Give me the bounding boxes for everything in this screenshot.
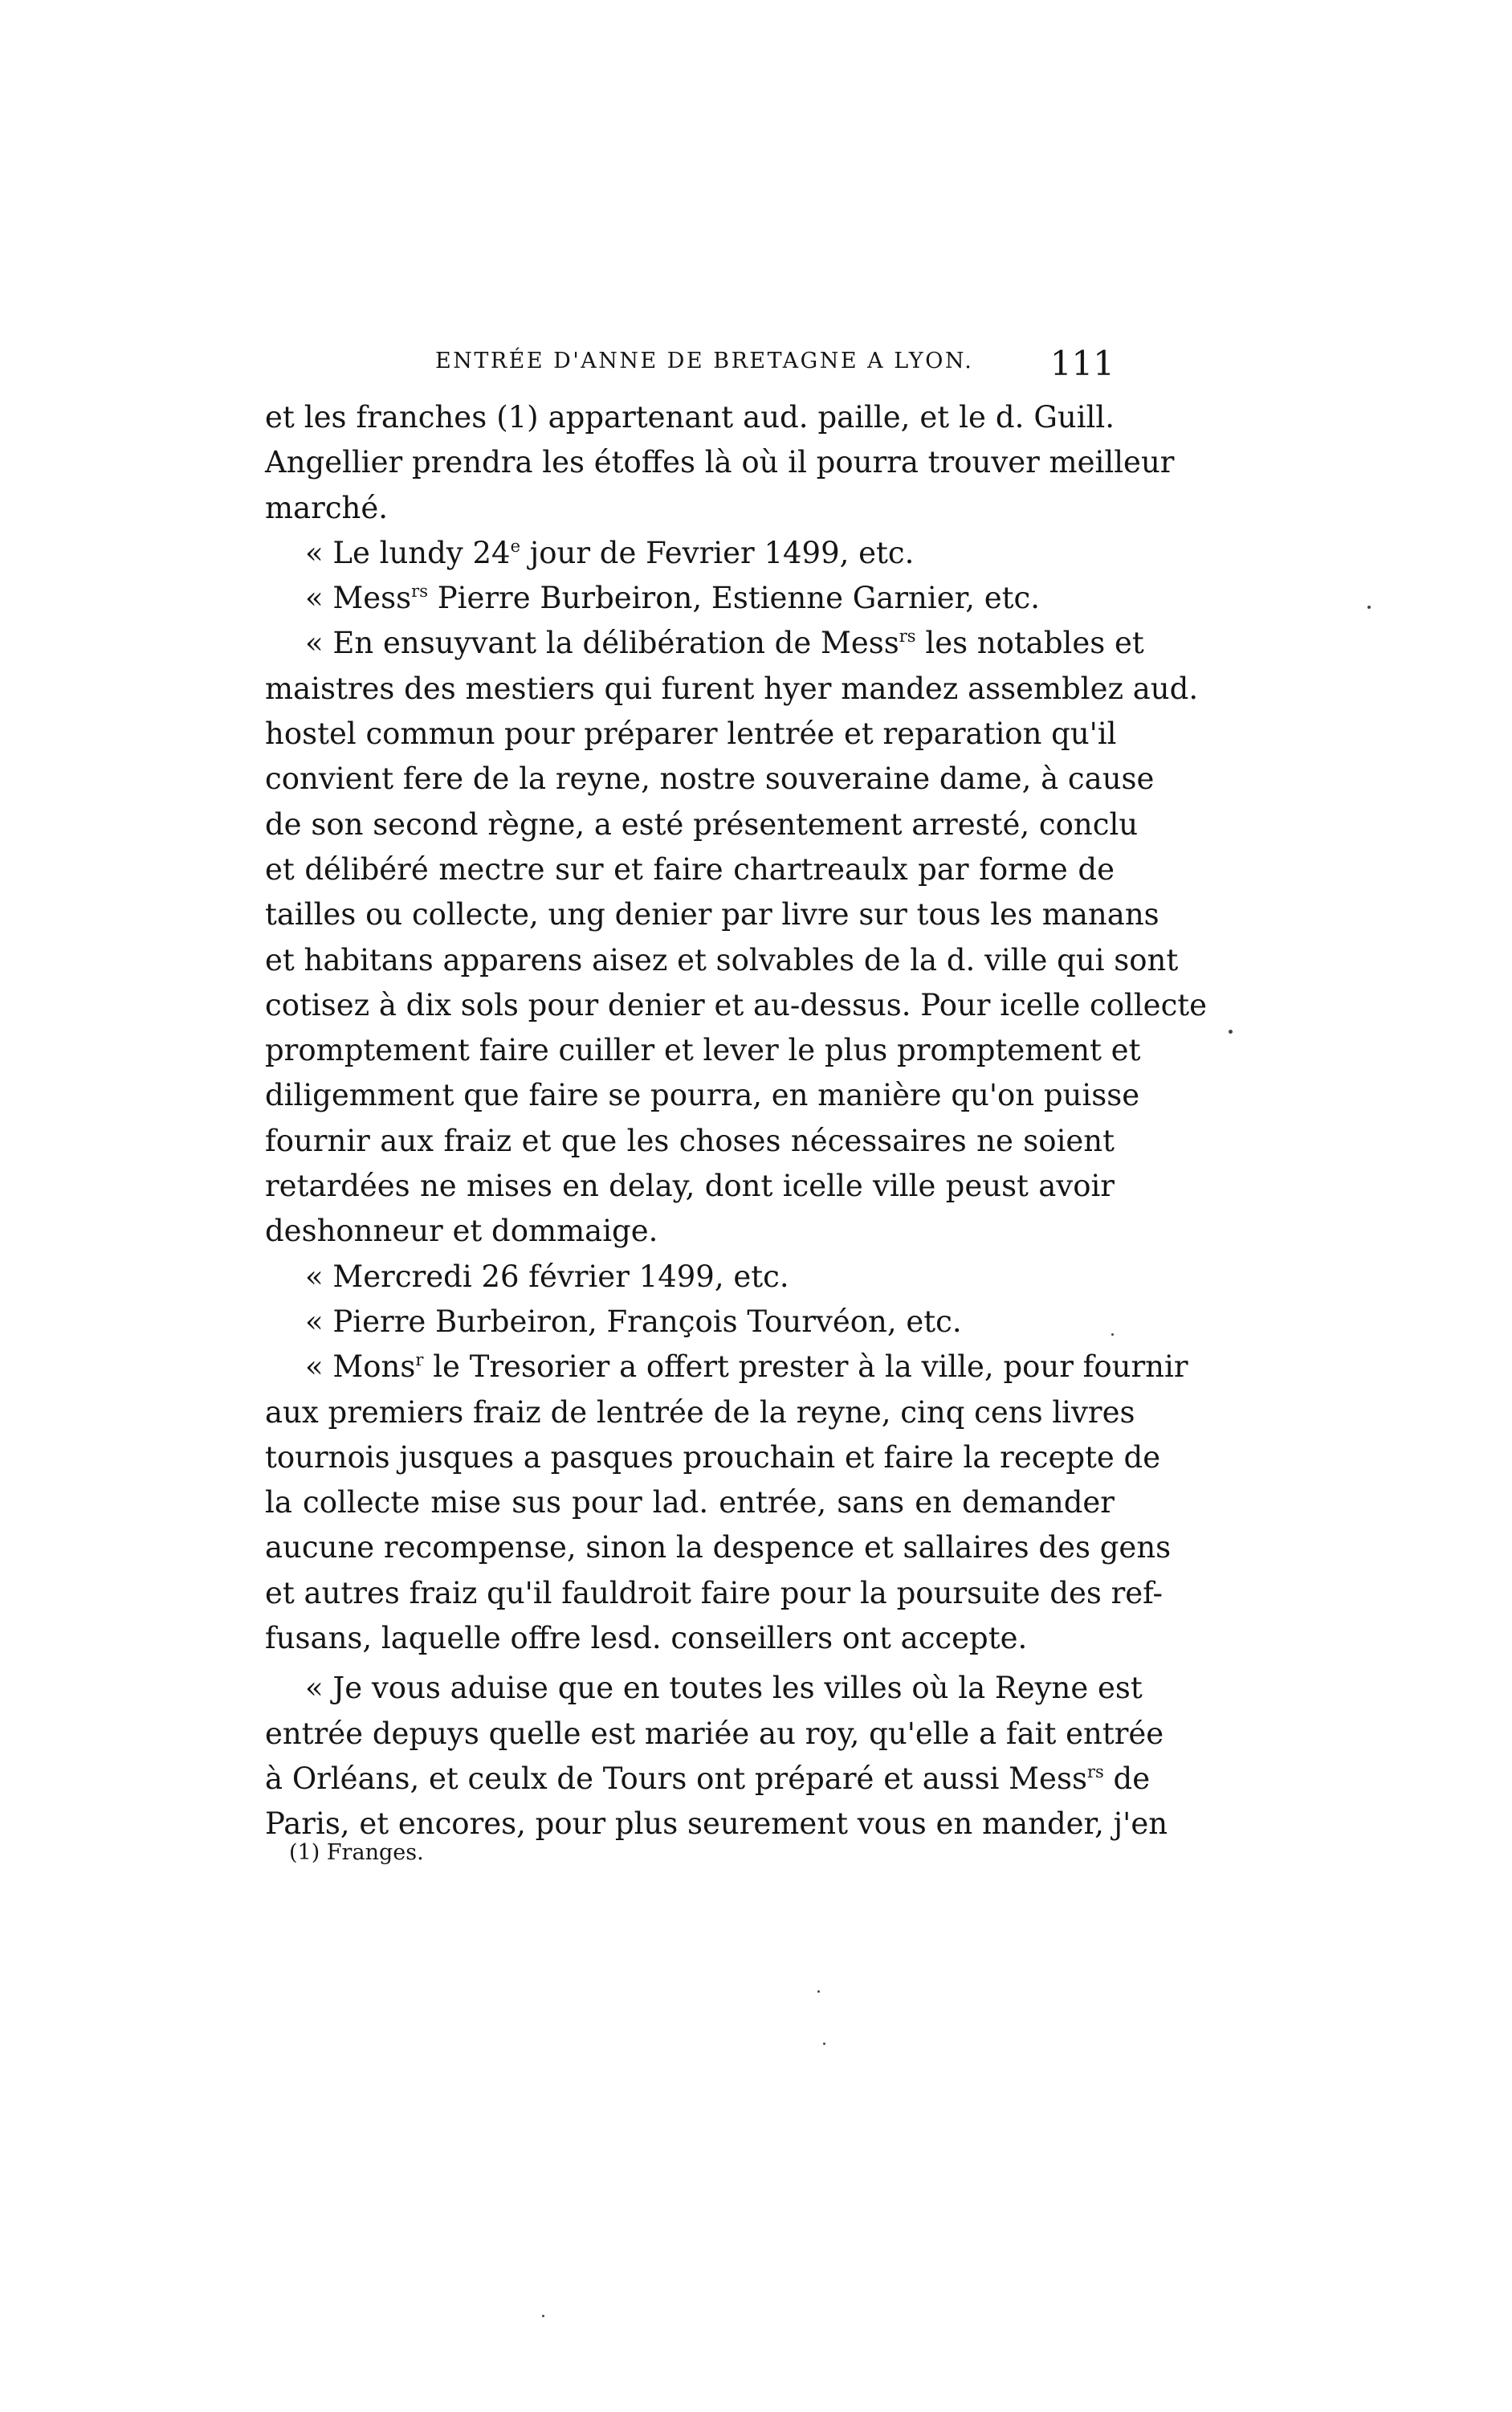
scan-speck xyxy=(1367,606,1371,609)
text-line: et autres fraiz qu'il fauldroit faire pour la poursuite des ref- xyxy=(265,1575,1164,1610)
text-line: « Mons$^r$ le Tresorier a offert prester à la ville, pour fournir xyxy=(305,1349,1188,1385)
page-number: 111 xyxy=(1049,344,1115,383)
footnote: (1) Franges. xyxy=(289,1840,424,1865)
text-line: aucune recompense, sinon la despence et sallaires des gens xyxy=(265,1530,1172,1565)
text-line: tailles ou collecte, ung denier par livre sur tous les manans xyxy=(265,897,1159,933)
scan-speck xyxy=(1229,1030,1233,1034)
text-line: « En ensuyvant la délibération de Mess$^{rs}$ les notables et xyxy=(305,626,1144,661)
text-line: cotisez à dix sols pour denier et au-dessus. Pour icelle collecte xyxy=(265,987,1208,1022)
running-head xyxy=(265,344,1115,384)
text-line: aux premiers fraiz de lentrée de la reyne, cinq cens livres xyxy=(265,1394,1135,1430)
text-line: deshonneur et dommaige. xyxy=(265,1214,658,1249)
text-line: « Mercredi 26 février 1499, etc. xyxy=(305,1259,789,1294)
text-line: fournir aux fraiz et que les choses nécessaires ne soient xyxy=(265,1123,1115,1158)
text-line: hostel commun pour préparer lentrée et reparation qu'il xyxy=(265,716,1117,752)
text-line: diligemment que faire se pourra, en manière qu'on puisse xyxy=(265,1078,1140,1113)
text-line: et délibéré mectre sur et faire chartreaulx par forme de xyxy=(265,851,1115,887)
text-line: « Mess$^{rs}$ Pierre Burbeiron, Estienne Garnier, etc. xyxy=(305,581,1041,616)
running-title: ENTRÉE D'ANNE DE BRETAGNE A LYON. xyxy=(435,349,974,373)
text-line: de son second règne, a esté présentement arresté, conclu xyxy=(265,806,1139,842)
text-line: « Je vous aduise que en toutes les villes où la Reyne est xyxy=(305,1671,1143,1706)
text-line: marché. xyxy=(265,490,389,525)
text-line: Paris, et encores, pour plus seurement vous en mander, j'en xyxy=(265,1806,1168,1842)
body-text xyxy=(265,395,1208,1847)
scan-speck xyxy=(817,1990,820,1993)
text-line: tournois jusques a pasques prouchain et faire la recepte de xyxy=(265,1439,1161,1475)
text-line: retardées ne mises en delay, dont icelle ville peust avoir xyxy=(265,1169,1115,1204)
scan-speck xyxy=(542,2315,544,2317)
text-line: et les franches (1) appartenant aud. paille, et le d. Guill. xyxy=(265,400,1115,435)
text-line: maistres des mestiers qui furent hyer mandez assemblez aud. xyxy=(265,671,1199,706)
text-line: à Orléans, et ceulx de Tours ont préparé et aussi Mess$^{rs}$ de xyxy=(265,1761,1151,1796)
text-line: « Pierre Burbeiron, François Tourvéon, etc. xyxy=(305,1304,962,1339)
text-line: convient fere de la reyne, nostre souveraine dame, à cause xyxy=(265,761,1155,797)
text-line: et habitans apparens aisez et solvables de la d. ville qui sont xyxy=(265,942,1179,977)
scan-speck xyxy=(823,2043,825,2045)
text-line: promptement faire cuiller et lever le plus promptement et xyxy=(265,1033,1141,1068)
text-line: entrée depuys quelle est mariée au roy, qu'elle a fait entrée xyxy=(265,1716,1164,1751)
text-line: la collecte mise sus pour lad. entrée, sans en demander xyxy=(265,1485,1115,1520)
text-line: fusans, laquelle offre lesd. conseillers ont accepte. xyxy=(265,1621,1028,1656)
scan-speck xyxy=(1111,1333,1114,1336)
text-line: « Le lundy 24e jour de Fevrier 1499, etc. xyxy=(305,535,915,570)
text-line: Angellier prendra les étoffes là où il pourra trouver meilleur xyxy=(265,445,1175,480)
